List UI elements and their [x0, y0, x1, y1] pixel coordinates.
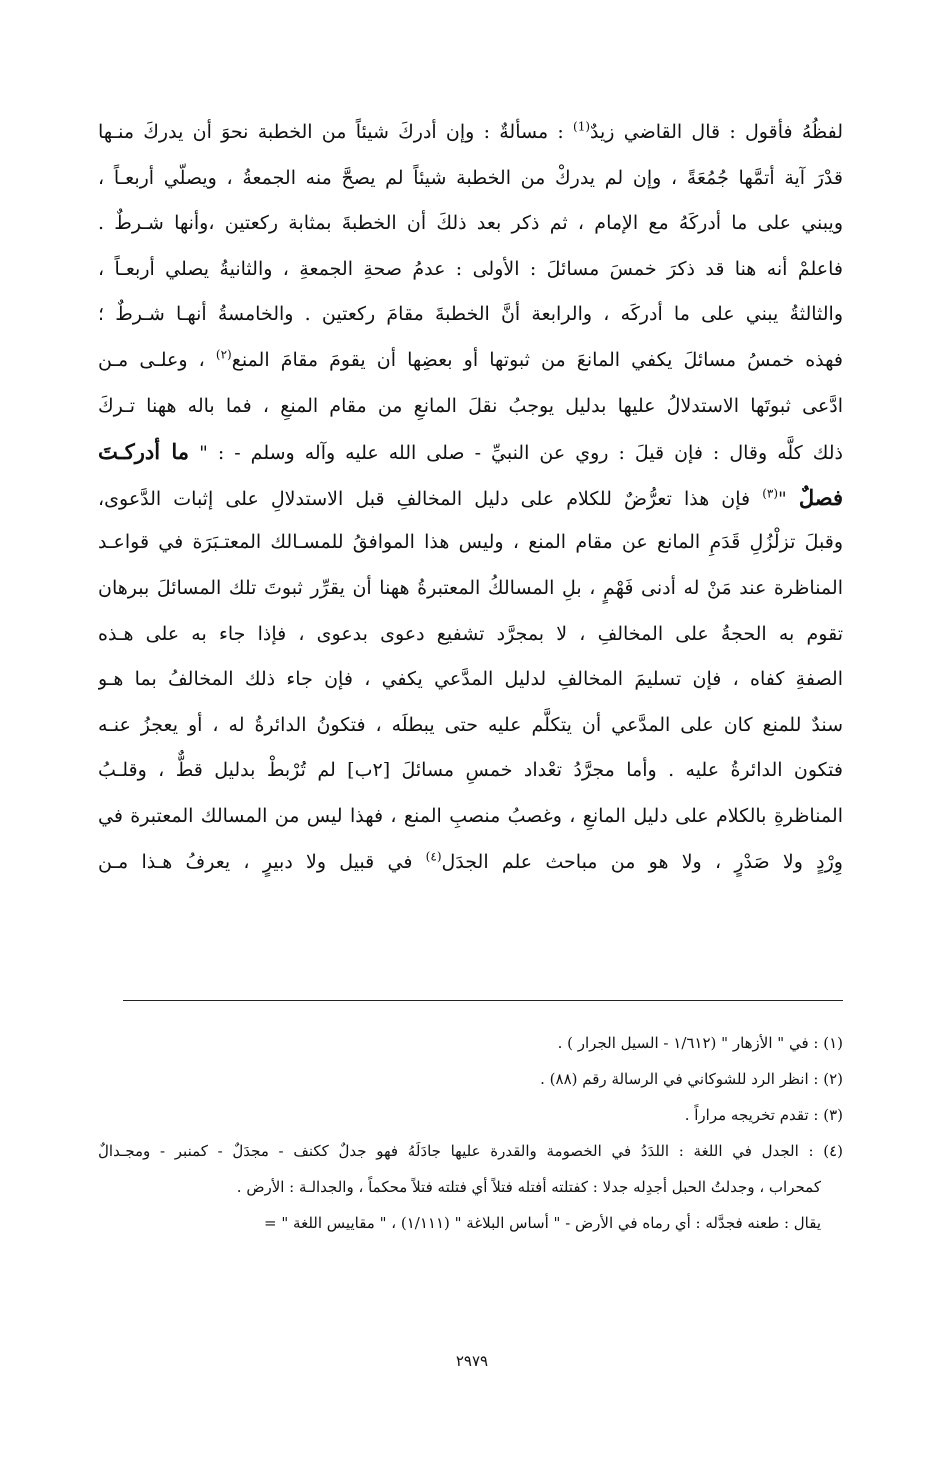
text-line-1: لفظُهُ فأقول : قال القاضي زيدٌ$^{(1)}$ : مسألةٌ : وإن أدركَ شيئاً من الخطبة نحوَ أن يدركَ منـها: [98, 119, 843, 143]
text-line-4: فاعلمْ أنه هنا قد ذكرَ خمسَ مسائلَ : الأولى : عدمُ صحةِ الجمعةِ ، والثانيةُ يصلي أربعـاً ،: [98, 257, 843, 280]
text-line-3: ويبني على ما أدركَهُ مع الإمام ، ثم ذكر بعد ذلكَ أن الخطبةَ بمثابة ركعتين ،وأنها شـرطٌ .: [98, 212, 843, 235]
footnote-3: (٣) : تقدم تخريجه مراراً .: [684, 1106, 843, 1124]
text-line-10: وقبلَ تزلْزُلِ قَدَمِ المانع عن مقام المنع ، وليس هذا الموافقُ للمسـالك المعتـبَرَة في قواعـد: [98, 531, 843, 554]
footnote-ref-1[interactable]: (1): [573, 119, 591, 134]
text-line-7: ادَّعى ثبوتَها الاستدلالُ عليها بدليل يوجبُ نقلَ المانعِ من مقام المنعِ ، فما باله ههنا تـركَ: [98, 394, 843, 417]
text-line-9: فصلٌ "$^{(٣)}$ فإن هذا تعرُّضٌ للكلام على دليل المخالفِ قبل الاستدلالِ على إثبات الدَّعوى،: [98, 484, 843, 510]
footnote-ref-2[interactable]: (٢): [215, 347, 232, 362]
text-line-6: فهذه خمسُ مسائلَ يكفي المانعَ من ثبوتها أو بعضِها أن يقومَ مقامَ المنع$^{(٢)}$ ، وعلـى مـن: [98, 347, 843, 371]
text-line-17: وِرْدٍ ولا صَدْرٍ ، ولا هو من مباحث علم الجدَل$^{(٤)}$ في قبيل ولا دبيرٍ ، يعرفُ هـذا مـن: [98, 849, 843, 873]
footnote-4-line-3: يقال : طعنه فجدَّله : أي رماه في الأرض - " أساس البلاغة " (١/١١١) ، " مقاييس اللغة " =: [264, 1214, 821, 1232]
text-line-16: المناظرةِ بالكلام على دليل المانعِ ، وغصبُ منصبِ المنع ، فهذا ليس من المسالك المعتبرة في: [98, 804, 843, 827]
text-line-15: فتكون الدائرةُ عليه . وأما مجرَّدُ تعْداد خمسِ مسائلَ [٢ب] لم تُرْبطْ بدليل قطٌّ ، وقلـبُ: [98, 759, 843, 782]
text-line-11: المناظرة عند مَنْ له أدنى فَهْمٍ ، بلِ المسالكُ المعتبرةُ ههنا أن يقرِّر ثبوتَ تلك المسائلَ ببرهان: [98, 576, 843, 599]
footnote-ref-3[interactable]: (٣): [762, 486, 779, 501]
text-line-12: تقوم به الحجةُ على المخالفِ ، لا بمجرَّد تشفيع دعوى بدعوى ، فإذا جاء به على هـذه: [98, 622, 843, 645]
text-line-8: ذلك كلَّه وقال : فإن قيلَ : روي عن النبيِّ - صلى الله عليه وآله وسلم - : " ما أدركـتَ: [98, 439, 843, 465]
footnotes-section: [98, 1025, 843, 1241]
footnote-4-line-2: كمحراب ، وجدلتُ الحبل أجدِله جدلا : كفتلته أفتله فتلاً أي فتلته فتلاً محكماً ، والجدالـة : الأرض .: [236, 1178, 821, 1196]
text-line-14: سندٌ للمنع كان على المدَّعي أن يتكلَّم عليه حتى يبطلَه ، فتكونُ الدائرةُ له ، أو يعجزُ عنـه: [98, 713, 843, 736]
footnote-2: (٢) : انظر الرد للشوكاني في الرسالة رقم (٨٨) .: [540, 1070, 843, 1088]
footnote-1: (١) : في " الأزهار " (١/٦١٢ - السيل الجرار ) .: [557, 1034, 843, 1052]
main-text-body: [98, 110, 843, 885]
page-number: ٢٩٧٩: [455, 1352, 489, 1370]
text-line-13: الصفةِ كفاه ، فإن تسليمَ المخالفِ لدليل المدَّعي يكفي ، فإن جاء ذلك المخالفُ بما هـو: [98, 668, 843, 691]
footnote-ref-4[interactable]: (٤): [425, 849, 442, 864]
bold-phrase-hadith: ما أدركـتَ: [98, 439, 190, 465]
bold-phrase-fasl: فصلٌ: [798, 484, 843, 510]
footnote-separator: [123, 1000, 843, 1001]
footnote-4-line-1: (٤) : الجدل في اللغة : اللدَدُ في الخصومة والقدرة عليها جادَلَهُ فهو جدلٌ ككنف - مجدَلٌ - كمنبر - ومجـدالٌ: [98, 1142, 843, 1160]
text-line-2: قدْرَ آية أتمَّها جُمُعَةً ، وإن لم يدركْ من الخطبة شيئاً لم يصحَّ منه الجمعةُ ، ويصلّي أربعـاً ،: [98, 166, 843, 189]
text-line-5: والثالثةُ يبني على ما أدركَه ، والرابعة أنَّ الخطبةَ مقامَ ركعتين . والخامسةُ أنهـا شـرطٌ ؛: [98, 303, 843, 326]
